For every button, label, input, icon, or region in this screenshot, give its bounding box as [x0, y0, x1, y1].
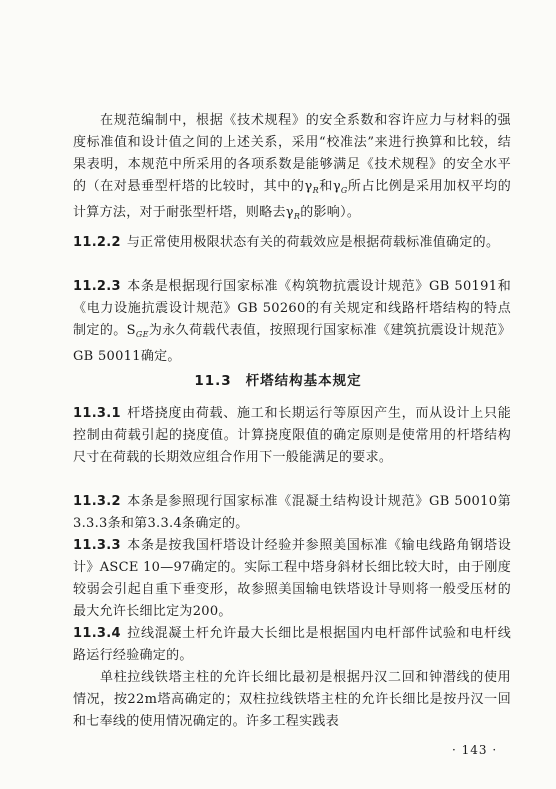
intro-text-a: 在规范编制中，根据《技术规程》的安全系数和容许应力与材料的强度标准值和设计值之间的上述关系，采用“校准法”来进行换算和比较，结果表明，本规范中所采用的各项系数是能够满足《技术规程》的安全水平的（在对悬垂型杆塔的比较时，其中的γ: [73, 113, 511, 194]
clause-11-3-4: [73, 623, 511, 667]
intro-text-d: 的影响）。: [300, 205, 361, 220]
intro-text-c: 所占比例是采用加权平均的计算方法，对于耐张型杆塔，则略去γ: [73, 179, 512, 220]
clause-text: 本条是按我国杆塔设计经验并参照美国标准《输电线路角钢塔设计》ASCE 10—97确定的。实际工程中塔身斜材长细比较大时，由于刚度较弱会引起自重下垂变形，故参照美国输电铁塔设计导则将一般受压材的最大允许长细比定为200。: [73, 538, 511, 619]
clause-number: 11.3.4: [73, 626, 121, 641]
clause-number: 11.3.3: [73, 538, 121, 553]
clause-text-b: 为永久荷载代表值，按照现行国家标准《建筑抗震设计规范》GB 50011确定。: [73, 323, 512, 364]
clause-text: 拉线混凝土杆允许最大长细比是根据国内电杆部件试验和电杆线路运行经验确定的。: [73, 626, 511, 663]
gamma-g-subscript: G: [340, 186, 348, 195]
clause-text: 杆塔挠度由荷载、施工和长期运行等原因产生，而从设计上只能控制由荷载引起的挠度值。计算挠度限值的确定原则是使常用的杆塔结构尺寸在荷载的长期效应组合作用下一般能满足的要求。: [73, 406, 511, 465]
clause-11-3-3: [73, 535, 511, 623]
intro-paragraph: [73, 110, 511, 228]
intro-text-b: 和γ: [318, 179, 341, 194]
section-heading: [0, 369, 556, 389]
clause-number: 11.2.2: [73, 235, 121, 250]
final-paragraph: [73, 667, 511, 733]
clause-text-a: 本条是根据现行国家标准《构筑物抗震设计规范》GB 50191和《电力设施抗震设计规范》GB 50260的有关规定和线路杆塔结构的特点制定的。S: [73, 279, 511, 338]
clause-number: 11.2.3: [73, 279, 121, 294]
gamma-r-subscript: R: [312, 186, 319, 195]
section-number: 11.3: [194, 373, 232, 389]
clause-number: 11.3.2: [73, 494, 121, 509]
clause-text: 与正常使用极限状态有关的荷载效应是根据荷载标准值确定的。: [126, 235, 500, 250]
clause-text: 本条是参照现行国家标准《混凝土结构设计规范》GB 50010第3.3.3条和第3.3.4条确定的。: [73, 494, 511, 531]
clause-11-2-3: [73, 276, 511, 368]
clause-number: 11.3.1: [73, 406, 121, 421]
clause-11-2-2: [73, 232, 511, 254]
page-number: · 143 ·: [452, 743, 498, 757]
gamma-r-subscript-2: R: [293, 212, 301, 221]
clause-11-3-1: [73, 403, 511, 469]
clause-11-3-2: [73, 491, 511, 535]
final-paragraph-text: 单柱拉线铁塔主柱的允许长细比最初是根据丹汉二回和钟潜线的使用情况，按22m塔高确定的；双柱拉线铁塔主柱的允许长细比是按丹汉一回和七奉线的使用情况确定的。许多工程实践表: [73, 670, 511, 729]
s-ge-subscript: GE: [135, 330, 149, 339]
section-title: 杆塔结构基本规定: [245, 373, 362, 389]
